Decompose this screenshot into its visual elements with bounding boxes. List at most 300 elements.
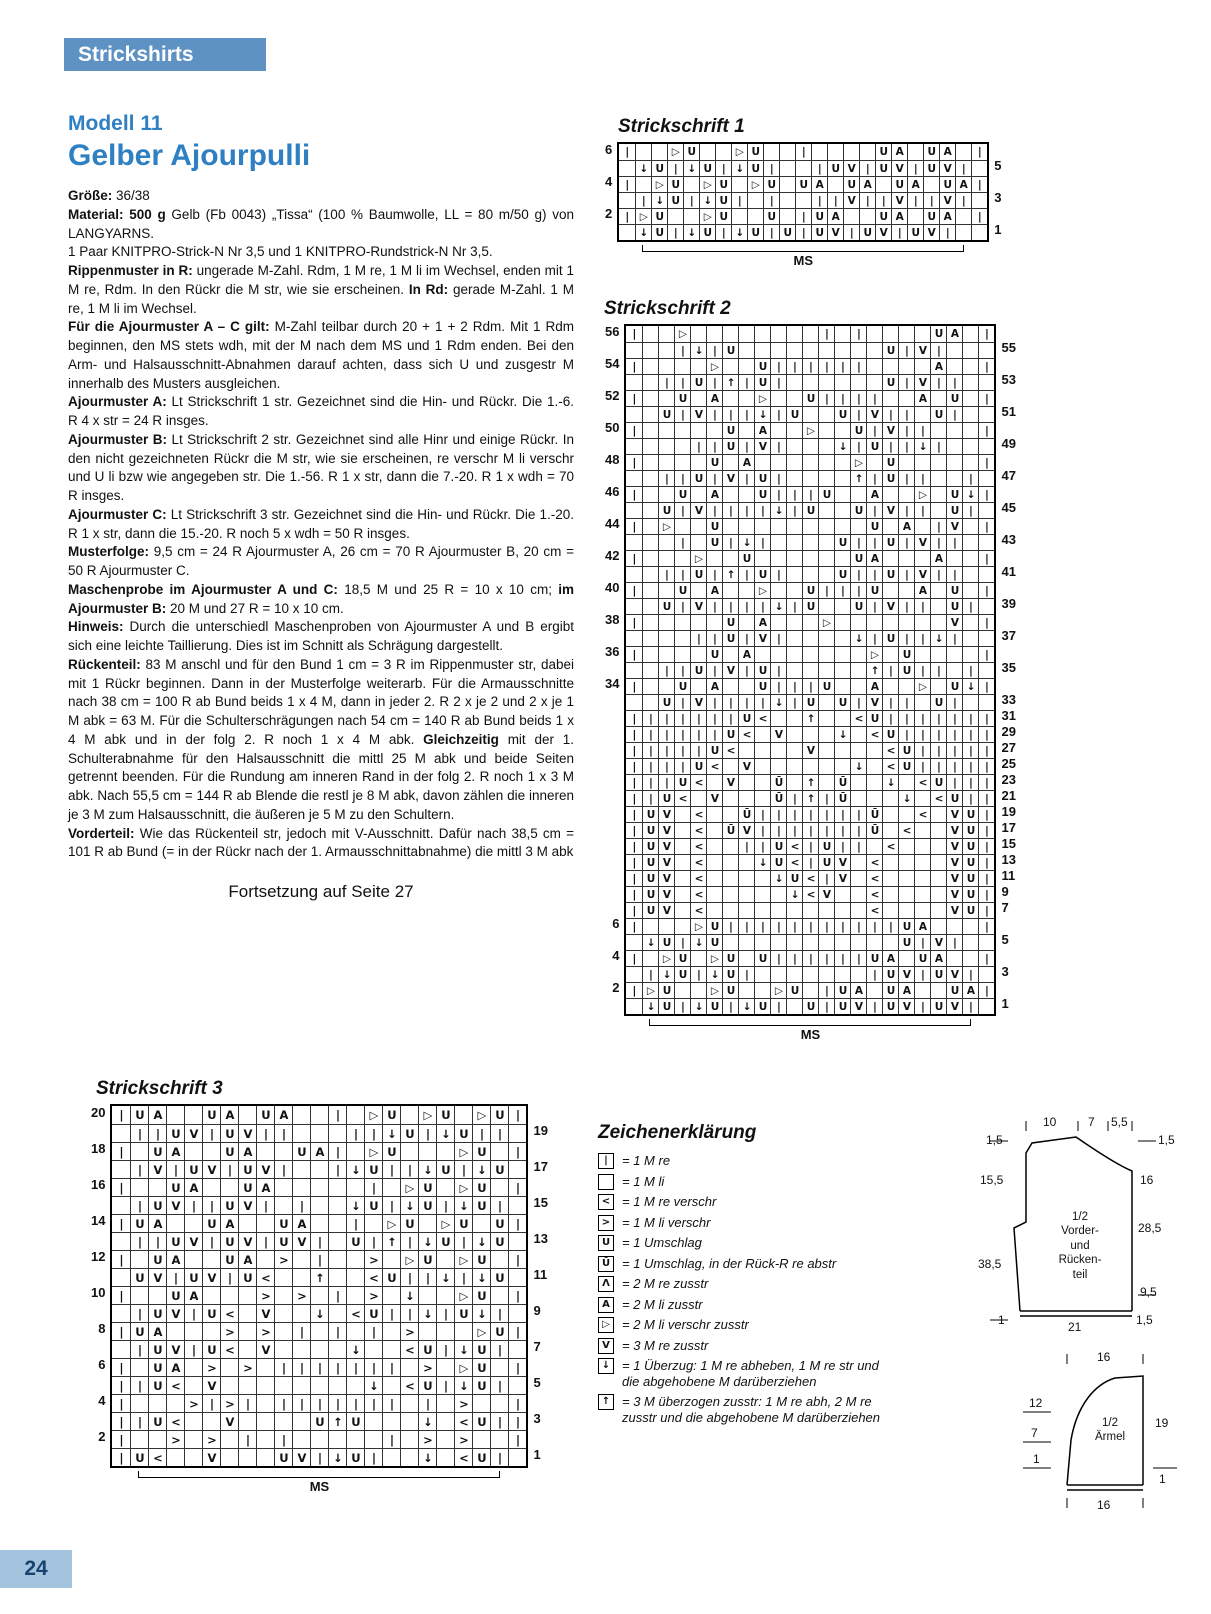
knit-symbol-cell: U	[706, 518, 722, 534]
knit-symbol-cell: |	[706, 694, 722, 710]
knit-symbol-cell: V	[898, 998, 914, 1014]
text-run: Für die Ajourmuster A – C gilt:	[68, 319, 270, 335]
knit-symbol-cell: |	[802, 918, 818, 934]
knit-symbol-cell	[914, 886, 930, 902]
knit-symbol-cell: |	[786, 358, 802, 374]
knit-symbol-cell: |	[923, 192, 939, 208]
knit-symbol-cell	[436, 1448, 454, 1466]
knit-symbol-cell	[962, 918, 978, 934]
knit-symbol-cell: >	[364, 1286, 382, 1304]
knit-symbol-cell: U	[907, 224, 923, 240]
knit-symbol-cell: |	[658, 662, 674, 678]
knit-symbol-cell: |	[946, 694, 962, 710]
knit-symbol-cell: ▷	[914, 678, 930, 694]
chart-row	[626, 950, 994, 966]
knit-symbol-cell	[850, 518, 866, 534]
knit-symbol-cell: |	[626, 774, 642, 790]
row-number	[996, 324, 1020, 340]
knit-symbol-cell	[148, 1286, 166, 1304]
knit-symbol-cell	[882, 518, 898, 534]
knit-symbol-cell	[978, 566, 994, 582]
knit-symbol-cell	[184, 1142, 202, 1160]
knit-symbol-cell: U	[674, 582, 690, 598]
knit-symbol-cell: U	[962, 822, 978, 838]
knit-symbol-cell	[220, 1178, 238, 1196]
knit-symbol-cell	[786, 582, 802, 598]
chart-row	[112, 1124, 526, 1142]
knit-symbol-cell	[770, 742, 786, 758]
knit-symbol-cell: |	[130, 1160, 148, 1178]
knit-symbol-cell: U	[834, 982, 850, 998]
knit-symbol-cell: >	[364, 1250, 382, 1268]
text-run: Maschenprobe im Ajourmuster A und C:	[68, 581, 338, 597]
knit-symbol-cell: ▷	[667, 144, 683, 160]
knit-symbol-cell: U	[946, 982, 962, 998]
chart2-title: Strickschrift 2	[604, 298, 731, 319]
knit-symbol-cell: U	[382, 1106, 400, 1124]
knit-symbol-cell: |	[850, 950, 866, 966]
knit-symbol-cell: |	[626, 678, 642, 694]
text-run: mit der 1. Schulterabnahme für den Halsausschnitt die mittl 25 M abk und beide Seiten getrennt beenden. Für die Rundung am inneren Rand in der folg 2. R noch 1 x 3 M abk. Nach 55,5 cm = 144 R ab Blende die restl je 8 M abk, davon zählen die inneren je 3 M zum Halsausschnitt, die äußeren je 5 M zu den Schultern.	[68, 731, 574, 822]
row-number: 17	[533, 1159, 548, 1174]
knit-symbol-cell	[818, 934, 834, 950]
row-number	[600, 500, 624, 516]
knit-symbol-cell: ▷	[802, 422, 818, 438]
knit-symbol-cell	[490, 1142, 508, 1160]
knit-symbol-cell	[770, 902, 786, 918]
knit-symbol-cell	[690, 950, 706, 966]
knit-symbol-cell	[914, 454, 930, 470]
knit-symbol-cell: U	[834, 694, 850, 710]
knit-symbol-cell: |	[490, 1412, 508, 1430]
knit-symbol-cell	[834, 758, 850, 774]
knit-symbol-cell: U	[642, 806, 658, 822]
knit-symbol-cell: V	[827, 224, 843, 240]
knit-symbol-cell: ▷	[382, 1214, 400, 1232]
knit-symbol-cell	[292, 1430, 310, 1448]
knit-symbol-cell: |	[508, 1394, 526, 1412]
knit-symbol-cell: U	[674, 486, 690, 502]
paragraph	[68, 543, 574, 581]
knit-symbol-cell	[818, 374, 834, 390]
knit-symbol-cell: |	[978, 726, 994, 742]
knit-symbol-cell: |	[346, 1214, 364, 1232]
knit-symbol-cell: |	[786, 950, 802, 966]
knit-symbol-cell: |	[978, 758, 994, 774]
knit-symbol-cell	[786, 470, 802, 486]
knit-symbol-cell	[738, 774, 754, 790]
knit-symbol-cell: ▷	[674, 326, 690, 342]
knit-symbol-cell: |	[971, 176, 987, 192]
knit-symbol-cell	[962, 534, 978, 550]
knit-symbol-cell	[786, 742, 802, 758]
row-number	[600, 740, 624, 756]
knit-symbol-cell: U	[722, 342, 738, 358]
knit-symbol-cell: A	[866, 678, 882, 694]
knit-symbol-cell	[834, 710, 850, 726]
knit-symbol-cell	[722, 854, 738, 870]
knit-symbol-cell: A	[914, 390, 930, 406]
row-number	[528, 1428, 552, 1446]
knit-symbol-cell: U	[651, 160, 667, 176]
knit-symbol-cell: |	[508, 1142, 526, 1160]
knit-symbol-cell: U	[472, 1142, 490, 1160]
knit-symbol-cell: |	[738, 598, 754, 614]
knit-symbol-cell	[674, 518, 690, 534]
knit-symbol-cell: >	[166, 1430, 184, 1448]
knit-symbol-cell	[722, 806, 738, 822]
knit-symbol-cell: |	[914, 662, 930, 678]
knit-symbol-cell: U	[418, 1178, 436, 1196]
knit-symbol-cell	[472, 1394, 490, 1412]
legend-symbol-box	[598, 1174, 614, 1190]
knit-symbol-cell	[859, 208, 875, 224]
knit-symbol-cell	[818, 774, 834, 790]
knit-symbol-cell: A	[706, 678, 722, 694]
knit-symbol-cell	[274, 1376, 292, 1394]
knit-symbol-cell	[642, 326, 658, 342]
chart-row	[626, 838, 994, 854]
knit-symbol-cell: U	[642, 870, 658, 886]
knit-symbol-cell: ↓	[731, 224, 747, 240]
knit-symbol-cell	[220, 1286, 238, 1304]
knit-symbol-cell: A	[939, 208, 955, 224]
knit-symbol-cell	[674, 870, 690, 886]
knit-symbol-cell	[818, 422, 834, 438]
measurement-label: 1	[998, 1313, 1005, 1327]
row-number	[600, 596, 624, 612]
knit-symbol-cell: U	[706, 998, 722, 1014]
knit-symbol-cell	[454, 1106, 472, 1124]
knit-symbol-cell	[779, 208, 795, 224]
knit-symbol-cell: V	[930, 934, 946, 950]
knit-symbol-cell	[328, 1232, 346, 1250]
knit-symbol-cell	[722, 838, 738, 854]
knit-symbol-cell: U	[706, 742, 722, 758]
knit-symbol-cell	[834, 598, 850, 614]
knit-symbol-cell: |	[436, 1196, 454, 1214]
knit-symbol-cell: U	[747, 224, 763, 240]
knit-symbol-cell: |	[834, 358, 850, 374]
knit-symbol-cell	[328, 1304, 346, 1322]
knit-symbol-cell	[946, 358, 962, 374]
knit-symbol-cell: |	[112, 1358, 130, 1376]
knit-symbol-cell: U	[930, 406, 946, 422]
knit-symbol-cell	[202, 1250, 220, 1268]
knit-symbol-cell: |	[962, 966, 978, 982]
knit-symbol-cell	[914, 854, 930, 870]
chart-row	[619, 176, 987, 192]
knit-symbol-cell	[834, 374, 850, 390]
knit-symbol-cell	[843, 144, 859, 160]
knit-symbol-cell: |	[834, 582, 850, 598]
measurement-label: 5,5	[1111, 1115, 1128, 1129]
knit-symbol-cell: A	[148, 1106, 166, 1124]
knit-symbol-cell	[786, 550, 802, 566]
row-number: 6	[98, 1357, 106, 1372]
knit-symbol-cell: |	[508, 1106, 526, 1124]
knit-symbol-cell: |	[978, 854, 994, 870]
knit-symbol-cell: ↓	[642, 934, 658, 950]
knit-symbol-cell: U	[738, 710, 754, 726]
knit-symbol-cell: |	[626, 646, 642, 662]
knit-symbol-cell: U	[148, 1376, 166, 1394]
knit-symbol-cell: Ū	[834, 774, 850, 790]
knit-symbol-cell: |	[818, 326, 834, 342]
chart-row	[112, 1268, 526, 1286]
knit-symbol-cell: ↓	[635, 160, 651, 176]
legend-text: = 1 Überzug: 1 M re abheben, 1 M re str und die abgehobene M darüberziehen	[622, 1358, 879, 1389]
knit-symbol-cell	[754, 342, 770, 358]
knit-symbol-cell: |	[978, 646, 994, 662]
knit-symbol-cell	[130, 1430, 148, 1448]
knit-symbol-cell	[827, 176, 843, 192]
knit-symbol-cell	[946, 918, 962, 934]
knit-symbol-cell: U	[827, 160, 843, 176]
knit-symbol-cell: U	[891, 176, 907, 192]
knit-symbol-cell	[818, 566, 834, 582]
knit-symbol-cell: U	[651, 224, 667, 240]
knit-symbol-cell	[914, 822, 930, 838]
knit-symbol-cell: V	[754, 438, 770, 454]
sleeve-piece-label	[1085, 1416, 1135, 1445]
knit-symbol-cell: U	[418, 1196, 436, 1214]
knit-symbol-cell	[946, 470, 962, 486]
knit-symbol-cell: |	[112, 1394, 130, 1412]
knit-symbol-cell: |	[962, 502, 978, 518]
knit-symbol-cell: V	[166, 1196, 184, 1214]
knit-symbol-cell: <	[690, 870, 706, 886]
knit-symbol-cell: V	[658, 870, 674, 886]
knit-symbol-cell: U	[946, 598, 962, 614]
knit-symbol-cell	[642, 534, 658, 550]
knit-symbol-cell: U	[658, 406, 674, 422]
knit-symbol-cell: U	[763, 208, 779, 224]
knit-symbol-cell: A	[184, 1178, 202, 1196]
knit-symbol-cell	[754, 326, 770, 342]
knit-symbol-cell: |	[818, 806, 834, 822]
knit-symbol-cell: |	[683, 192, 699, 208]
knit-symbol-cell	[706, 886, 722, 902]
row-number	[86, 1158, 110, 1176]
knit-symbol-cell: U	[274, 1448, 292, 1466]
knit-symbol-cell	[898, 454, 914, 470]
knit-symbol-cell: |	[939, 224, 955, 240]
knit-symbol-cell	[962, 694, 978, 710]
knit-symbol-cell	[651, 144, 667, 160]
chart-row	[626, 550, 994, 566]
knit-symbol-cell: |	[930, 758, 946, 774]
knit-symbol-cell	[184, 1214, 202, 1232]
legend-item	[598, 1215, 880, 1231]
knit-symbol-cell	[818, 758, 834, 774]
text-run: Ajourmuster A:	[68, 394, 167, 410]
knit-symbol-cell	[274, 1412, 292, 1430]
knit-symbol-cell: U	[930, 774, 946, 790]
knit-symbol-cell: U	[490, 1322, 508, 1340]
knit-symbol-cell	[112, 1268, 130, 1286]
knit-symbol-cell: ▷	[914, 486, 930, 502]
knit-symbol-cell: <	[454, 1412, 472, 1430]
knit-symbol-cell: U	[930, 966, 946, 982]
knit-symbol-cell: |	[898, 502, 914, 518]
row-number: 3	[1001, 964, 1009, 979]
knit-symbol-cell: ▷	[706, 950, 722, 966]
knit-symbol-cell: |	[914, 758, 930, 774]
knit-symbol-cell	[112, 1340, 130, 1358]
knit-symbol-cell: |	[722, 998, 738, 1014]
knit-symbol-cell	[130, 1142, 148, 1160]
knit-symbol-cell: |	[770, 950, 786, 966]
knit-symbol-cell: Ū	[866, 806, 882, 822]
knit-symbol-cell: A	[914, 582, 930, 598]
knit-symbol-cell	[626, 998, 642, 1014]
knit-symbol-cell: |	[898, 470, 914, 486]
knit-symbol-cell	[436, 1178, 454, 1196]
knit-symbol-cell	[722, 582, 738, 598]
knit-symbol-cell	[238, 1106, 256, 1124]
knit-symbol-cell: <	[400, 1340, 418, 1358]
knit-symbol-cell	[850, 662, 866, 678]
knit-symbol-cell: <	[166, 1376, 184, 1394]
knit-symbol-cell	[818, 470, 834, 486]
knit-symbol-cell: |	[978, 486, 994, 502]
row-number	[996, 948, 1020, 964]
instruction-text	[68, 187, 574, 862]
knit-symbol-cell: |	[770, 406, 786, 422]
knit-symbol-cell: U	[400, 1214, 418, 1232]
label-line: 1/2	[1072, 1211, 1088, 1223]
row-number	[600, 804, 624, 820]
knit-symbol-cell: ▷	[850, 454, 866, 470]
knit-symbol-cell	[866, 614, 882, 630]
chart-row	[626, 774, 994, 790]
knit-symbol-cell: ↓	[786, 886, 802, 902]
legend-text: = 2 M re zusstr	[622, 1276, 709, 1291]
knit-symbol-cell: A	[891, 208, 907, 224]
knit-symbol-cell	[786, 998, 802, 1014]
knit-symbol-cell: U	[715, 208, 731, 224]
knit-symbol-cell	[754, 726, 770, 742]
row-number	[600, 772, 624, 788]
knit-symbol-cell	[238, 1322, 256, 1340]
knit-symbol-cell: ↓	[690, 934, 706, 950]
knit-symbol-cell	[619, 224, 635, 240]
chart-row	[626, 646, 994, 662]
knit-symbol-cell	[882, 358, 898, 374]
knit-symbol-cell: V	[946, 806, 962, 822]
knit-symbol-cell: A	[220, 1214, 238, 1232]
row-number: 40	[605, 580, 620, 595]
knit-symbol-cell: |	[770, 486, 786, 502]
knit-symbol-cell	[930, 390, 946, 406]
knit-symbol-cell: |	[859, 192, 875, 208]
knit-symbol-cell	[690, 454, 706, 470]
chart-row	[112, 1448, 526, 1466]
knit-symbol-cell: |	[112, 1250, 130, 1268]
chart-row	[626, 422, 994, 438]
knit-symbol-cell: |	[946, 566, 962, 582]
knit-symbol-cell	[626, 694, 642, 710]
row-number: 35	[1001, 660, 1016, 675]
knit-symbol-cell: U	[875, 144, 891, 160]
knit-symbol-cell	[490, 1358, 508, 1376]
knit-symbol-cell: |	[626, 358, 642, 374]
continuation-note: Fortsetzung auf Seite 27	[228, 882, 414, 901]
knit-symbol-cell: A	[907, 176, 923, 192]
knit-symbol-cell: A	[946, 326, 962, 342]
knit-symbol-cell: |	[722, 918, 738, 934]
knit-symbol-cell	[722, 790, 738, 806]
knit-symbol-cell: |	[658, 758, 674, 774]
knit-symbol-cell	[882, 390, 898, 406]
legend-item	[598, 1174, 880, 1190]
paragraph	[68, 656, 574, 825]
row-number	[528, 1212, 552, 1230]
knit-symbol-cell	[779, 176, 795, 192]
knit-symbol-cell: U	[148, 1142, 166, 1160]
knit-symbol-cell: U	[642, 902, 658, 918]
row-number: 56	[605, 324, 620, 339]
knit-symbol-cell: ↓	[731, 160, 747, 176]
knit-symbol-cell: |	[292, 1394, 310, 1412]
knit-symbol-cell	[238, 1304, 256, 1322]
knit-symbol-cell: U	[202, 1304, 220, 1322]
knit-symbol-cell	[706, 326, 722, 342]
knit-symbol-cell: |	[786, 806, 802, 822]
knit-symbol-cell: U	[722, 614, 738, 630]
knit-symbol-cell: ▷	[818, 614, 834, 630]
knit-symbol-cell: |	[898, 374, 914, 390]
knit-symbol-cell: U	[882, 726, 898, 742]
knit-symbol-cell	[802, 726, 818, 742]
knit-symbol-cell	[642, 566, 658, 582]
knit-symbol-cell	[674, 902, 690, 918]
knit-symbol-cell	[722, 934, 738, 950]
knit-symbol-cell	[690, 982, 706, 998]
text-run: Rippenmuster in R:	[68, 263, 193, 278]
knit-symbol-cell	[626, 470, 642, 486]
knit-symbol-cell: |	[722, 710, 738, 726]
knit-symbol-cell: |	[238, 1430, 256, 1448]
knit-symbol-cell: >	[400, 1322, 418, 1340]
knit-symbol-cell	[866, 374, 882, 390]
row-number: 4	[612, 948, 620, 963]
knit-symbol-cell: U	[658, 790, 674, 806]
knit-symbol-cell: A	[166, 1358, 184, 1376]
text-run: Ajourmuster C:	[68, 506, 167, 522]
knit-symbol-cell: A	[898, 982, 914, 998]
knit-symbol-cell	[795, 192, 811, 208]
knit-symbol-cell	[779, 160, 795, 176]
label-line: Rücken-	[1058, 1254, 1102, 1267]
knit-symbol-cell: ↓	[738, 998, 754, 1014]
knit-symbol-cell: |	[754, 822, 770, 838]
knit-symbol-cell	[642, 422, 658, 438]
knit-symbol-cell	[690, 422, 706, 438]
text-run: Material: 500 g	[68, 206, 166, 222]
knit-symbol-cell: |	[802, 838, 818, 854]
knit-symbol-cell: |	[907, 192, 923, 208]
knit-symbol-cell: U	[148, 1196, 166, 1214]
knit-symbol-cell: |	[706, 726, 722, 742]
knit-symbol-cell: U	[166, 1232, 184, 1250]
knit-symbol-cell	[955, 208, 971, 224]
knit-symbol-cell	[166, 1214, 184, 1232]
knit-symbol-cell: |	[674, 534, 690, 550]
knit-symbol-cell	[978, 374, 994, 390]
chart-row	[619, 224, 987, 240]
